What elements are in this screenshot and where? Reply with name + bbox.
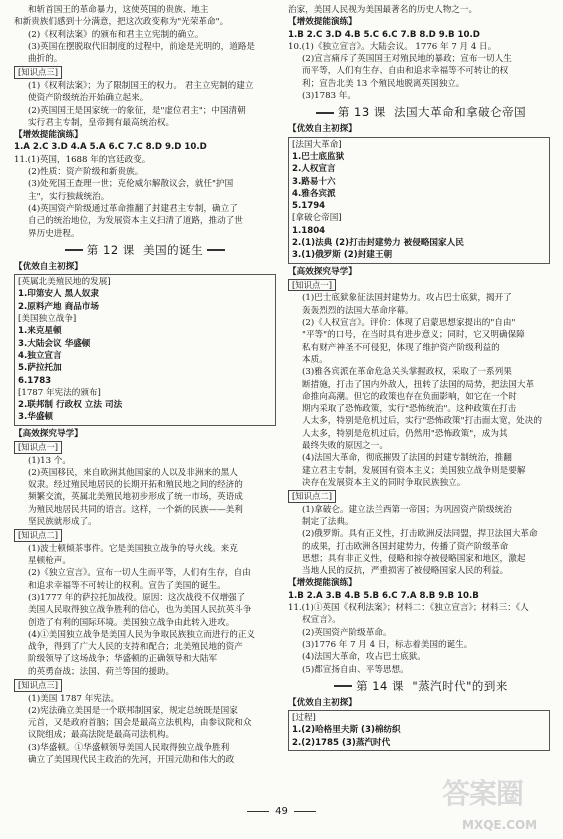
answer-line: 利；宣告北美 13 个殖民地脱离英国独立。 <box>302 78 465 89</box>
answer-line: 人太多，特别是危机过后，实行"恐怖政策"打击面太宽，处决的 <box>302 416 542 427</box>
answer-line: 主"，实行独裁统治。 <box>28 191 110 202</box>
answer-line: 当地人民的反抗，严重损害了被侵略国家人民的利益。 <box>302 566 509 577</box>
heading-rule-left <box>316 112 334 114</box>
answer-line: 界历史进程。 <box>28 228 80 239</box>
answer-line: 权宣言》。 <box>302 615 341 626</box>
answer-line: 曲折的。 <box>28 54 63 65</box>
heading-rule-left <box>334 685 352 687</box>
lesson-14-number: 第 14 课 <box>356 678 405 693</box>
answer-line: (1)美国 1787 年宪法。 <box>28 693 120 704</box>
right-section-lesson13-answers <box>288 123 550 675</box>
answer-line: 美国人民取得独立战争胜利的信心，也为美国人民抗英斗争 <box>28 605 252 616</box>
lesson-14-title: "蒸汽时代"的到来 <box>412 678 508 693</box>
left-column <box>14 4 276 766</box>
answer-line: (4)法国大革命，攻占巴士底狱。 <box>302 652 426 663</box>
answer-line: 治家，美国人民视为美国最著名的历史人物之一。 <box>288 5 478 15</box>
box-line: 2.(2)1785 (3)蒸汽时代 <box>292 737 391 748</box>
answer-line: 确立了美国现代民主政治的先河，开国元勋和伟大的政 <box>28 755 235 766</box>
lesson-12-title: 美国的诞生 <box>143 242 204 257</box>
answer-line: (1)波士顿倾茶事件。它是美国独立战争的导火线。来克 <box>28 543 238 554</box>
answer-line: 阶级领导了这场战争；华盛顿的正确领导和大陆军 <box>28 654 218 665</box>
lesson-13-number: 第 13 课 <box>337 105 386 120</box>
knowledge-point-label: [知识点二] <box>288 490 336 503</box>
knowledge-point-row <box>288 278 550 293</box>
answer-line: (2)《独立宣言》。宣布一切人生而平等，人们有生存，自由 <box>28 568 251 579</box>
box-line: 2.原料产地 商品市场 <box>18 301 99 312</box>
answer-line: (1)拿破仑。建立法兰西第一帝国；为巩固资产阶级统治 <box>302 504 512 515</box>
answer-line: 制定了法典。 <box>302 516 354 527</box>
answer-line: 人太多，特别是危机过后，仍然用"恐怖政策"，成为其 <box>302 428 508 439</box>
box-line: 2.(1)法典 (2)打击封建势力 被侵略国家人民 <box>292 238 464 249</box>
answer-line: 议院组成；最高法院是最高司法机构。 <box>28 730 175 741</box>
answer-line: 频繁交流，英属北美殖民地初步形成了统一市场，英语成 <box>28 492 243 503</box>
answer-line: (3)1783 年。 <box>302 91 356 102</box>
answer-line: 11.(1)①英国《权利法案》；材料二：《独立宣言》；材料三：《人 <box>288 603 529 614</box>
right-column <box>288 4 550 753</box>
section-heading: 【高效探究导学】 <box>288 266 357 277</box>
answer-line: (3)1776 年 7 月 4 日，标志着美国的诞生。 <box>302 639 473 650</box>
left-section-lesson11-answers <box>14 4 276 240</box>
answer-line: (2)《权利法案》的颁布和君主立宪制的确立。 <box>28 29 204 40</box>
answer-line: 断措施，打击了国内外敌人，扭转了法国的局势，把法国大革 <box>302 379 535 390</box>
answer-line: 10.(1)《独立宣言》。大陆会议。 1776 年 7 月 4 日。 <box>288 41 497 52</box>
lesson-13-heading <box>288 104 550 121</box>
lesson-14-heading <box>288 678 550 695</box>
knowledge-point-row <box>288 489 550 504</box>
heading-rule-left <box>65 249 83 251</box>
answer-line: (3)1777 年的萨拉托加战役。原因：这次战役不仅增强了 <box>28 592 246 603</box>
box-line: [拿破仑帝国] <box>292 213 342 224</box>
answer-line: (1)《权利法案》；为了限制国王的权力。 君主立宪制的建立 <box>28 80 254 91</box>
knowledge-point-row <box>14 65 276 80</box>
section-heading: 【优效自主初探】 <box>288 124 357 135</box>
answer-line: 坚民族就形成了。 <box>28 516 97 527</box>
section-heading: 【高效探究导学】 <box>14 428 83 439</box>
box-line: [过程] <box>292 713 316 724</box>
answer-line: 使资产阶级统治开始确立起来。 <box>28 93 149 104</box>
section-heading: 【优效自主初探】 <box>288 697 357 708</box>
page-number-rule-right <box>294 811 316 812</box>
knowledge-point-row <box>14 528 276 543</box>
section-heading: 【增效提能演练】 <box>14 130 83 141</box>
heading-rule-right <box>207 249 225 251</box>
knowledge-point-label: [知识点一] <box>288 279 336 292</box>
answer-line: (2)性质：资产阶级和新贵族。 <box>28 167 144 178</box>
section-heading: 【优效自主初探】 <box>14 261 83 272</box>
box-line: 6.1783 <box>18 375 52 386</box>
box-line: 5.1794 <box>292 201 326 212</box>
answer-line: 的成果，打击欧洲各国封建势力，传播了资产阶级革命 <box>302 541 509 552</box>
answer-line: 命推向高潮。但它的政策也存在负面影响，如它在一个时 <box>302 391 517 402</box>
right-section-lesson14-answers <box>288 697 550 751</box>
answer-line: (5)都宣扬自由、平等思想。 <box>302 664 409 675</box>
box-line: [英属北美殖民地的发展] <box>18 277 111 288</box>
answer-line: 为殖民地居民共同的语言。这样，一个新的民族——美利 <box>28 504 243 515</box>
answer-line: (3)华盛顿。①华盛顿领导美国人民取得独立战争胜利 <box>28 742 230 753</box>
answer-line: 思想；具有非正义性，侵略和掠夺被侵略国家和地区，激起 <box>302 553 526 564</box>
answer-box <box>288 137 550 264</box>
right-section-lesson12-answers <box>288 4 550 102</box>
box-line: 3.路易十六 <box>292 176 336 187</box>
box-line: 4.独立宣言 <box>18 350 62 361</box>
answer-line: 和新贵族们感到十分满意，把这次政变称为"光荣革命"。 <box>14 17 229 28</box>
box-line: 3.(1)俄罗斯 (2)封建王朝 <box>292 250 393 261</box>
left-section-lesson12-answers <box>14 261 276 766</box>
answer-line: 和斩首国王的革命暴力，这使英国的贵族、地主 <box>28 5 209 15</box>
answer-line: (3)处死国王查理一世；克伦威尔解散议会，就任"护国 <box>28 179 234 190</box>
page-number-rule-left <box>247 811 269 812</box>
answer-line: (4)①美国独立战争是美国人民为争取民族独立而进行的正义 <box>28 629 256 640</box>
answer-line: 自己的统治地位，为发展资本主义扫清了道路，推动了世 <box>28 216 243 227</box>
answer-line: (2)俄罗斯。具有正义性，打击欧洲反法同盟，捍卫法国大革命 <box>302 529 538 540</box>
answer-line: "平等"的口号，在当时具有进步意义；同时，它又明确保障 <box>302 330 525 341</box>
box-line: 2.联邦制 行政权 立法 司法 <box>18 400 123 411</box>
answer-line: (3)雅各宾派在革命危急关头掌握政权，采取了一系列果 <box>302 367 512 378</box>
box-line: 1.1804 <box>292 225 326 236</box>
answer-line: (2)英国资产阶级革命。 <box>302 627 392 638</box>
watermark-logo <box>440 777 558 836</box>
answer-line: 本质。 <box>302 354 328 365</box>
answer-line: 私有财产神圣不可侵犯，体现了维护资产阶级利益的 <box>302 342 500 353</box>
knowledge-point-label: [知识点二] <box>14 529 62 542</box>
box-line: 1.巴士底监狱 <box>292 151 345 162</box>
answer-line: 1.B 2.A 3.B 4.B 5.B 6.C 7.A 8.B 9.B 10.B <box>288 590 479 601</box>
answer-line: 建立君主专制，发展国有资本主义；美国独立战争则是要解 <box>302 465 526 476</box>
box-line: 3.大陆会议 华盛顿 <box>18 338 91 349</box>
answer-line: 而平等，人们有生存、自由和追求幸福等不可转让的权 <box>302 66 509 77</box>
lesson-12-number: 第 12 课 <box>86 242 135 257</box>
knowledge-point-label: [知识点一] <box>14 441 62 454</box>
box-line: [法国大革命] <box>292 139 342 150</box>
lesson-12-heading <box>14 242 276 259</box>
box-line: 4.雅各宾派 <box>292 188 336 199</box>
box-line: 2.人权宣言 <box>292 164 336 175</box>
answer-line: 1.A 2.C 3.D 4.A 5.A 6.C 7.C 8.D 9.D 10.D <box>14 142 207 153</box>
answer-line: (4)英国资产阶级通过革命推翻了封建君主专制，确立了 <box>28 203 238 214</box>
box-line: 3.华盛顿 <box>18 412 54 423</box>
knowledge-point-row <box>14 440 276 455</box>
answer-line: (1)13 个。 <box>28 455 72 466</box>
knowledge-point-row <box>14 678 276 693</box>
answer-line: (2)宪法确立美国是一个联邦制国家，规定总统既是国家 <box>28 705 238 716</box>
answer-line: (4)法国大革命，彻底摧毁了法国的封建专制统治，推翻 <box>302 453 512 464</box>
answer-line: 实行君主专制，皇帝拥有最高统治权。 <box>28 117 175 128</box>
box-line: [美国独立战争] <box>18 314 77 325</box>
box-line: [1787 年宪法的颁布] <box>18 387 101 398</box>
answer-line: (3)英国在摆脱取代旧制度的过程中，前途是光明的，道路是 <box>28 41 256 52</box>
answer-line: 1.B 2.C 3.D 4.B 5.C 6.C 7.B 8.D 9.B 10.D <box>288 29 480 40</box>
answer-line: 11.(1)英国，1688 年的宫廷政变。 <box>14 154 151 165</box>
answer-line: 的英勇奋战；法国、荷兰等国的援助。 <box>28 666 175 677</box>
answer-line: (2)宣言痛斥了英国国王对殖民地的暴政；宣布一切人生 <box>302 54 512 65</box>
watermark-url-text: MXQE.COM <box>462 818 538 832</box>
watermark-logo-text: 答案圈 <box>442 777 524 810</box>
box-line: 1.印第安人 黑人奴隶 <box>18 289 99 300</box>
answer-line: (1)巴士底狱象征法国封建势力。攻占巴士底狱，揭开了 <box>302 293 512 304</box>
answer-line: 元首，又是政府首脑；国会是最高立法机构，由参议院和众 <box>28 718 252 729</box>
answer-line: 最终失败的原因之一。 <box>302 441 388 451</box>
answer-line: (2)《人权宣言》。评价：体现了启蒙思想家提出的"自由" <box>302 318 516 329</box>
section-heading: 【增效提能演练】 <box>288 578 357 589</box>
answer-line: 星顿枪声。 <box>28 556 71 567</box>
page-number-text: 49 <box>275 806 288 817</box>
answer-line: 创造了有利的国际环境。美国独立战争由此转入进攻。 <box>28 617 235 628</box>
knowledge-point-label: [知识点三] <box>14 66 62 79</box>
lesson-13-title: 法国大革命和拿破仑帝国 <box>394 105 527 120</box>
answer-box <box>288 710 550 751</box>
answer-line: 决存在发展资本主义的同时争取民族独立。 <box>302 477 466 488</box>
answer-line: 轰轰烈烈的法国大革命序幕。 <box>302 305 414 316</box>
section-heading: 【增效提能演练】 <box>288 17 357 28</box>
answer-line: 和追求幸福等不可转让的权利。宣告了美国的诞生。 <box>28 580 226 591</box>
knowledge-point-label: [知识点三] <box>14 679 62 692</box>
answer-box <box>14 274 276 426</box>
box-line: 5.萨拉托加 <box>18 363 62 374</box>
answer-line: 战争，得到了广大人民的支持和配合；北美殖民地的资产 <box>28 642 243 653</box>
answer-line: (2)英国国王是国家统一的象征，是"虚位君主"；中国清朝 <box>28 105 246 116</box>
answer-line: 奴隶。经过殖民地居民的长期开拓和殖民地之间的经济的 <box>28 480 243 491</box>
box-line: 1.(2)哈格里夫斯 (3)棉纺织 <box>292 725 401 736</box>
answer-line: 期内采取了恐怖政策，实行"恐怖统治"。这种政策在打击 <box>302 404 517 415</box>
answer-line: (2)英国移民，来自欧洲其他国家的人以及非洲来的黑人 <box>28 467 238 478</box>
box-line: 1.来克星顿 <box>18 326 62 337</box>
